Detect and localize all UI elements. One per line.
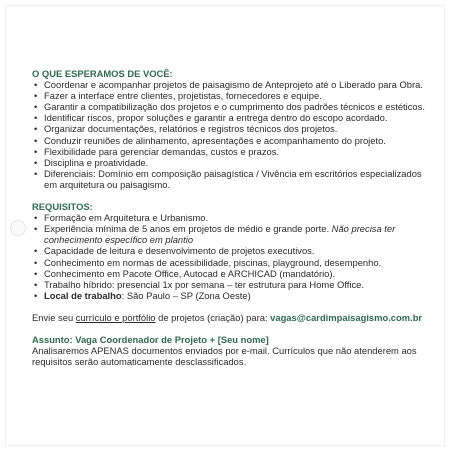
workplace-value: : São Paulo – SP (Zona Oeste) xyxy=(121,289,251,301)
list-item: • Coordenar e acompanhar projetos de paisagismo de Anteprojeto até o Liberado para Obra. xyxy=(32,79,432,90)
requirement-text: Experiência mínima de 5 anos em projetos de médio e grande porte. xyxy=(44,223,332,235)
email-subject: Assunto: Vaga Coordenador de Projeto + [Seu nome] xyxy=(32,333,269,345)
list-item: • Conhecimento em Pacote Office, Autocad e ARCHICAD (mandatório). xyxy=(32,268,432,279)
job-description xyxy=(32,68,432,367)
send-instructions xyxy=(32,312,432,323)
disclaimer: Analisaremos APENAS documentos enviados por e-mail. Currículos que não atenderem aos requisitos serão automaticamente desclassificados. xyxy=(32,345,417,368)
requirements-list xyxy=(32,212,432,301)
requirement-note: Não precisa ter conhecimento específico em plantio xyxy=(44,223,396,246)
list-item: • Flexibilidade para gerenciar demandas, custos e prazos. xyxy=(32,146,432,157)
carousel-prev-button[interactable] xyxy=(10,220,26,236)
list-item xyxy=(32,223,432,245)
send-middle: de projetos (criação) para: xyxy=(155,311,271,323)
list-item: • Diferenciais: Domínio em composição paisagística / Vivência em escritórios especializados em arquitetura ou paisagismo. xyxy=(32,168,432,190)
expectations-list xyxy=(32,79,432,190)
workplace-label: Local de trabalho xyxy=(44,289,122,301)
list-item: • Fazer a interface entre clientes, projetistas, fornecedores e equipe. xyxy=(32,90,432,101)
section-heading-expectations: O QUE ESPERAMOS DE VOCÊ: xyxy=(32,68,173,79)
list-item xyxy=(32,290,432,301)
list-item: • Trabalho híbrido: presencial 1x por semana – ter estrutura para Home Office. xyxy=(32,279,432,290)
list-item: • Disciplina e proatividade. xyxy=(32,157,432,168)
section-heading-requirements: REQUISITOS: xyxy=(32,201,93,213)
list-item: • Garantir a compatibilização dos projetos e o cumprimento dos padrões técnicos e estéticos. xyxy=(32,101,432,112)
cv-portfolio-link[interactable]: currículo e portfólio xyxy=(75,311,156,323)
list-item: • Organizar documentações, relatórios e registros técnicos dos projetos. xyxy=(32,123,432,134)
list-item: • Conhecimento em normas de acessibilidade, piscinas, playground, desempenho. xyxy=(32,257,432,268)
list-item: • Identificar riscos, propor soluções e garantir a entrega dentro do escopo acordado. xyxy=(32,112,432,123)
send-prefix: Envie seu xyxy=(32,311,76,323)
contact-email[interactable]: vagas@cardimpaisagismo.com.br xyxy=(270,311,423,323)
post-image xyxy=(6,6,444,445)
list-item: • Formação em Arquitetura e Urbanismo. xyxy=(32,212,432,223)
list-item: • Capacidade de leitura e desenvolvimento de projetos executivos. xyxy=(32,245,432,256)
list-item: • Conduzir reuniões de alinhamento, apresentações e acompanhamento do projeto. xyxy=(32,135,432,146)
